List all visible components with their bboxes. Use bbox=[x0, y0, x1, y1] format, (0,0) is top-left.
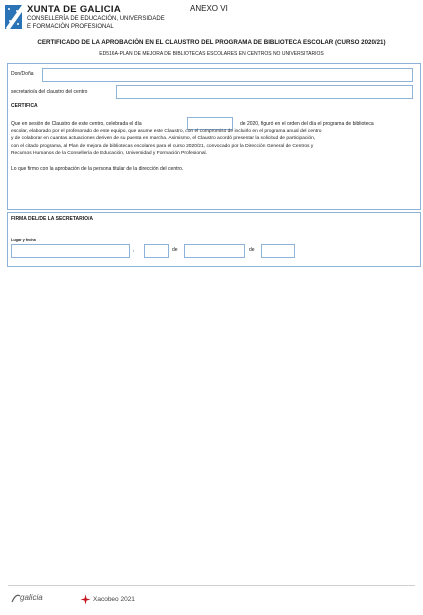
org-line-2: E FORMACIÓN PROFESIONAL bbox=[27, 23, 114, 30]
place-date-label: Lugar y fecha bbox=[11, 238, 36, 242]
de-label-1: de bbox=[172, 247, 178, 253]
secretary-label: secretario/a del claustro del centro bbox=[11, 89, 88, 95]
org-line-1: CONSELLERÍA DE EDUCACIÓN, UNIVERSIDADE bbox=[27, 16, 165, 22]
name-label: Don/Doña bbox=[11, 71, 34, 77]
xacobeo-logo-icon bbox=[80, 594, 91, 605]
org-title: XUNTA DE GALICIA bbox=[27, 4, 121, 15]
document-subtitle: ED516A-PLAN DE MEJORA DE BIBLIOTECAS ESCOLARES EN CENTROS NO UNIVERSITARIOS bbox=[99, 51, 324, 57]
certificate-paragraph bbox=[11, 128, 411, 158]
paragraph-line-5: Recursos Humanos de la Consellería de Educación, Universidad y Formación Profesional. bbox=[11, 151, 207, 157]
comma-separator: , bbox=[133, 247, 135, 253]
year-field[interactable] bbox=[261, 244, 295, 258]
annex-label: ANEXO VI bbox=[190, 4, 228, 13]
org-subtitle bbox=[27, 16, 187, 31]
paragraph-line-4: con el citado programa, al Plan de mejora de bibliotecas escolares para el curso 2020/21, convocado por la Dirección General de Centros y bbox=[11, 143, 314, 149]
certifica-heading: CERTIFICA bbox=[11, 103, 38, 109]
paragraph-line-2: escolar, elaborado por el profesorado de este equipo, que asume este Claustro, con el compromiso de incluirlo en el programa anual del centro bbox=[11, 129, 322, 134]
name-field[interactable] bbox=[42, 68, 413, 82]
paragraph-start: Que en sesión de Claustro de este centro, celebrada el día bbox=[11, 121, 142, 127]
galicia-brand: galicia bbox=[20, 593, 43, 602]
xunta-logo-icon bbox=[5, 5, 22, 29]
footer-divider bbox=[8, 585, 415, 586]
day-field[interactable] bbox=[144, 244, 169, 258]
de-label-2: de bbox=[249, 247, 255, 253]
paragraph-year-rest: de 2020, figuró en el orden del día el programa de biblioteca bbox=[240, 121, 374, 127]
closing-text: Lo que firmo con la aprobación de la persona titular de la dirección del centro. bbox=[11, 166, 184, 172]
signature-title: FIRMA DEL/DE LA SECRETARIO/A bbox=[11, 216, 94, 222]
paragraph-line-3: y de colaborar en cuantas actuaciones deriven de su puesta en marcha. Asimismo, el Claustro acordó presentar la solicitud de participación, bbox=[11, 136, 316, 142]
document-title: CERTIFICADO DE LA APROBACIÓN EN EL CLAUSTRO DEL PROGRAMA DE BIBLIOTECA ESCOLAR (CURSO 2020/21) bbox=[37, 39, 386, 46]
month-field[interactable] bbox=[184, 244, 245, 258]
place-field[interactable] bbox=[11, 244, 130, 258]
secretary-field[interactable] bbox=[116, 85, 413, 99]
xacobeo-brand: Xacobeo 2021 bbox=[93, 596, 135, 603]
